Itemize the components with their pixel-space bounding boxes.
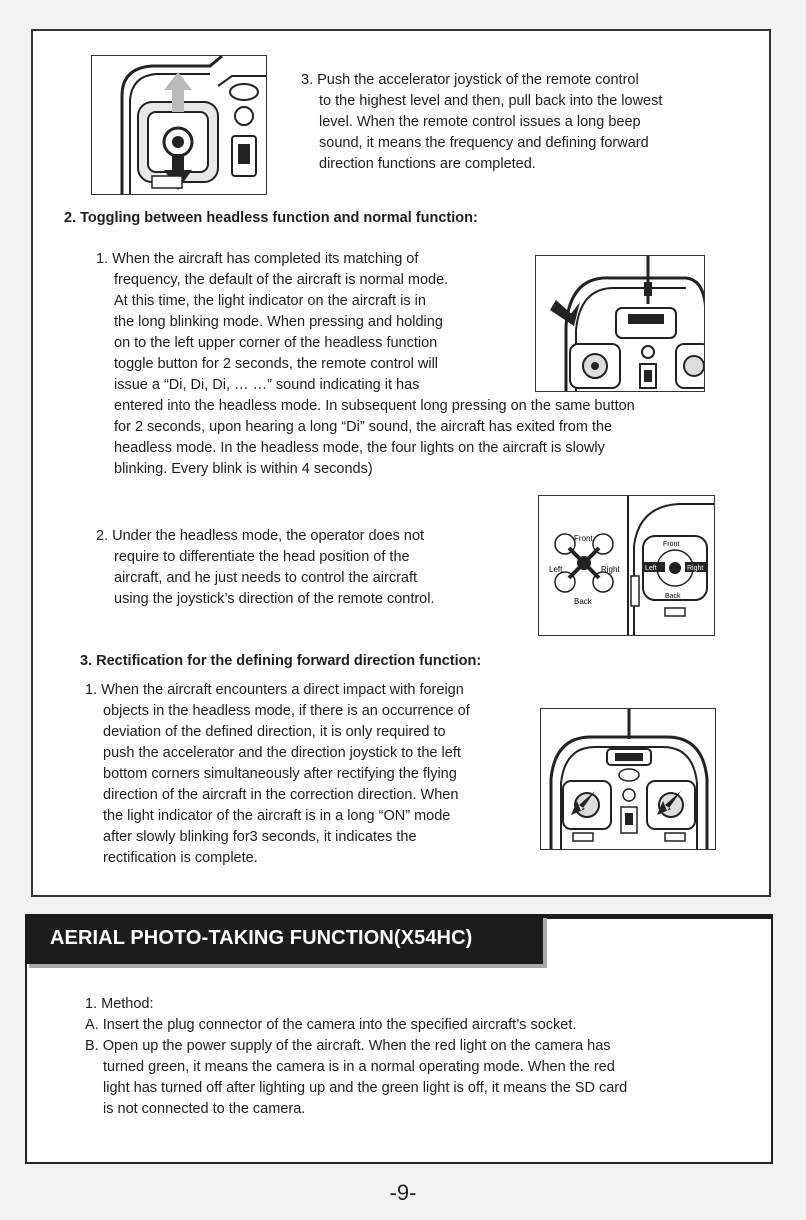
headless-button-figure — [535, 255, 705, 392]
s2-item1-line-8: entered into the headless mode. In subsequent long pressing on the same button — [114, 398, 635, 414]
step3-line-4: sound, it means the frequency and defining forward — [319, 135, 649, 151]
diagram-back-right: Back — [665, 593, 681, 600]
step3-line-2: to the highest level and then, pull back into the lowest — [319, 93, 663, 109]
diagram-left-left: Left — [549, 565, 563, 574]
aerial-line-2: A. Insert the plug connector of the camera into the specified aircraft’s socket. — [85, 1017, 577, 1033]
step3-line-5: direction functions are completed. — [319, 156, 536, 172]
diagram-front-right: Front — [663, 541, 680, 548]
s3-item1-line-9: rectification is complete. — [103, 850, 258, 866]
aerial-line-5: light has turned off after lighting up and the green light is off, it means the SD card — [103, 1080, 628, 1096]
s2-item1-line-7: issue a “Di, Di, Di, … …” sound indicating it has — [114, 377, 420, 393]
s2-item1-line-1: 1. When the aircraft has completed its matching of — [96, 251, 419, 267]
aerial-line-1: 1. Method: — [85, 996, 154, 1012]
aerial-line-6: is not connected to the camera. — [103, 1101, 306, 1117]
diagram-left-right: Left — [645, 565, 657, 572]
aerial-title: AERIAL PHOTO-TAKING FUNCTION(X54HC) — [50, 927, 473, 949]
s2-item2-line-2: require to differentiate the head position of the — [114, 549, 410, 565]
s3-item1-line-8: after slowly blinking for3 seconds, it indicates the — [103, 829, 417, 845]
s2-item2-line-3: aircraft, and he just needs to control the aircraft — [114, 570, 418, 586]
step3-line-1: 3. Push the accelerator joystick of the remote control — [301, 72, 639, 88]
diagram-right-left: Right — [601, 565, 620, 574]
banner-rule — [543, 914, 773, 919]
diagram-right-right: Right — [687, 565, 704, 572]
diagram-back-left: Back — [574, 597, 592, 606]
s2-item1-line-3: At this time, the light indicator on the aircraft is in — [114, 293, 426, 309]
s3-item1-line-4: push the accelerator and the direction joystick to the left — [103, 745, 461, 761]
aerial-banner — [25, 914, 543, 964]
s3-item1-line-6: direction of the aircraft in the correction direction. When — [103, 787, 459, 803]
s3-item1-line-5: bottom corners simultaneously after rectifying the flying — [103, 766, 457, 782]
headless-direction-figure — [538, 495, 715, 636]
s2-item1-line-9: for 2 seconds, upon hearing a long “Di” sound, the aircraft has exited from the — [114, 419, 613, 435]
s3-item1-line-2: objects in the headless mode, if there is an occurrence of — [103, 703, 470, 719]
s2-item1-line-10: headless mode. In the headless mode, the four lights on the aircraft is slowly — [114, 440, 605, 456]
s2-item1-line-6: toggle button for 2 seconds, the remote control will — [114, 356, 439, 372]
s3-item1-line-7: the light indicator of the aircraft is in a long “ON” mode — [103, 808, 451, 824]
s3-item1-line-1: 1. When the aircraft encounters a direct impact with foreign — [85, 682, 464, 698]
s2-item1-line-2: frequency, the default of the aircraft is normal mode. — [114, 272, 449, 288]
section2-heading: 2. Toggling between headless function and normal function: — [64, 210, 478, 226]
joystick-throttle-figure — [91, 55, 267, 195]
aerial-line-3: B. Open up the power supply of the aircraft. When the red light on the camera has — [85, 1038, 611, 1054]
s2-item1-line-4: the long blinking mode. When pressing and holding — [114, 314, 443, 330]
page-number: -9- — [389, 1180, 417, 1205]
s2-item1-line-11: blinking. Every blink is within 4 seconds) — [114, 461, 373, 477]
s2-item1-line-5: on to the left upper corner of the headless function — [114, 335, 438, 351]
s2-item2-line-4: using the joystick’s direction of the remote control. — [114, 591, 435, 607]
section3-heading: 3. Rectification for the defining forward direction function: — [80, 653, 482, 669]
s3-item1-line-3: deviation of the defined direction, it is only required to — [103, 724, 446, 740]
s2-item2-line-1: 2. Under the headless mode, the operator does not — [96, 528, 425, 544]
aerial-line-4: turned green, it means the camera is in a normal operating mode. When the red — [103, 1059, 615, 1075]
rectification-figure — [540, 708, 716, 850]
diagram-front-left: Front — [574, 534, 593, 543]
step3-line-3: level. When the remote control issues a long beep — [319, 114, 641, 130]
